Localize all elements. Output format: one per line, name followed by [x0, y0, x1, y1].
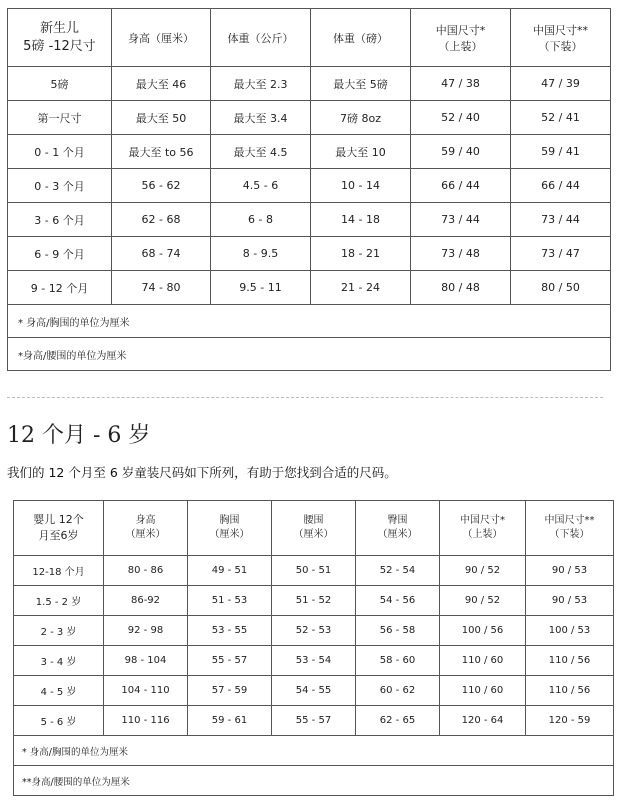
table-row — [8, 169, 611, 203]
table-cell: 0 - 1 个月 — [8, 135, 112, 169]
header-cell: 新生儿 5磅 -12尺寸 — [8, 9, 112, 67]
table-cell: 110 / 60 — [440, 676, 526, 706]
table-cell: 5 - 6 岁 — [14, 706, 104, 736]
table-row — [14, 646, 614, 676]
table-row — [8, 101, 611, 135]
table-cell: 90 / 52 — [440, 586, 526, 616]
table-cell: 最大至 5磅 — [311, 67, 411, 101]
table-cell: 10 - 14 — [311, 169, 411, 203]
table-cell: 最大至 10 — [311, 135, 411, 169]
table-cell: 57 - 59 — [188, 676, 272, 706]
table-cell: 最大至 3.4 — [211, 101, 311, 135]
table-note: * 身高/胸围的单位为厘米 — [14, 736, 614, 766]
table-row — [8, 203, 611, 237]
table-cell: 68 - 74 — [112, 237, 211, 271]
table-cell: 60 - 62 — [356, 676, 440, 706]
table-cell: 52 / 41 — [511, 101, 611, 135]
table-cell: 120 - 59 — [526, 706, 614, 736]
header-cell: 臀围 （厘米） — [356, 501, 440, 556]
table-cell: 第一尺寸 — [8, 101, 112, 135]
section-divider — [7, 397, 603, 398]
table-note: *身高/腰围的单位为厘米 — [8, 338, 611, 371]
table-cell: 54 - 56 — [356, 586, 440, 616]
table-cell: 100 / 56 — [440, 616, 526, 646]
table-cell: 52 - 53 — [272, 616, 356, 646]
size-table-12m-6y — [13, 500, 614, 796]
table-cell: 47 / 38 — [411, 67, 511, 101]
table-cell: 59 / 40 — [411, 135, 511, 169]
table-cell: 90 / 53 — [526, 586, 614, 616]
table-cell: 100 / 53 — [526, 616, 614, 646]
table-row — [8, 271, 611, 305]
table-cell: 54 - 55 — [272, 676, 356, 706]
size-table-newborn — [7, 8, 611, 371]
table-cell: 86-92 — [104, 586, 188, 616]
table-cell: 73 / 44 — [511, 203, 611, 237]
table-cell: 120 - 64 — [440, 706, 526, 736]
table-cell: 90 / 52 — [440, 556, 526, 586]
table-cell: 2 - 3 岁 — [14, 616, 104, 646]
table-cell: 最大至 2.3 — [211, 67, 311, 101]
table-note: **身高/腰围的单位为厘米 — [14, 766, 614, 796]
table-cell: 6 - 9 个月 — [8, 237, 112, 271]
table-row — [14, 676, 614, 706]
table-cell: 59 - 61 — [188, 706, 272, 736]
table-cell: 47 / 39 — [511, 67, 611, 101]
header-cell: 胸围 （厘米） — [188, 501, 272, 556]
table-cell: 52 - 54 — [356, 556, 440, 586]
table-cell: 最大至 46 — [112, 67, 211, 101]
table-cell: 110 / 60 — [440, 646, 526, 676]
table-cell: 62 - 68 — [112, 203, 211, 237]
table-cell: 80 / 48 — [411, 271, 511, 305]
table-row — [14, 556, 614, 586]
table-cell: 104 - 110 — [104, 676, 188, 706]
table-cell: 8 - 9.5 — [211, 237, 311, 271]
table-cell: 80 - 86 — [104, 556, 188, 586]
table-note-row — [8, 305, 611, 338]
table-note-row — [14, 736, 614, 766]
table-cell: 7磅 8oz — [311, 101, 411, 135]
table-row — [8, 135, 611, 169]
table-cell: 80 / 50 — [511, 271, 611, 305]
table-cell: 52 / 40 — [411, 101, 511, 135]
table-cell: 55 - 57 — [188, 646, 272, 676]
table-note: * 身高/胸围的单位为厘米 — [8, 305, 611, 338]
table-cell: 58 - 60 — [356, 646, 440, 676]
table-cell: 56 - 58 — [356, 616, 440, 646]
table-cell: 56 - 62 — [112, 169, 211, 203]
table-cell: 14 - 18 — [311, 203, 411, 237]
table-note-row — [14, 766, 614, 796]
table-cell: 73 / 48 — [411, 237, 511, 271]
table-row — [8, 237, 611, 271]
table-cell: 6 - 8 — [211, 203, 311, 237]
table-cell: 66 / 44 — [411, 169, 511, 203]
table-header-row — [14, 501, 614, 556]
table-cell: 66 / 44 — [511, 169, 611, 203]
table-cell: 110 - 116 — [104, 706, 188, 736]
section-description: 我们的 12 个月至 6 岁童装尺码如下所列，有助于您找到合适的尺码。 — [7, 465, 397, 480]
table-header-row — [8, 9, 611, 67]
table-cell: 0 - 3 个月 — [8, 169, 112, 203]
table-cell: 最大至 4.5 — [211, 135, 311, 169]
header-cell: 身高 （厘米） — [104, 501, 188, 556]
table-cell: 59 / 41 — [511, 135, 611, 169]
header-cell: 中国尺寸** （下装） — [511, 9, 611, 67]
table-cell: 74 - 80 — [112, 271, 211, 305]
table-cell: 62 - 65 — [356, 706, 440, 736]
table-cell: 18 - 21 — [311, 237, 411, 271]
table-cell: 21 - 24 — [311, 271, 411, 305]
header-cell: 婴儿 12个 月至6岁 — [14, 501, 104, 556]
table-cell: 50 - 51 — [272, 556, 356, 586]
table-cell: 9 - 12 个月 — [8, 271, 112, 305]
table-cell: 3 - 4 岁 — [14, 646, 104, 676]
header-cell: 体重（磅） — [311, 9, 411, 67]
table-cell: 55 - 57 — [272, 706, 356, 736]
table-cell: 90 / 53 — [526, 556, 614, 586]
table-cell: 92 - 98 — [104, 616, 188, 646]
table-cell: 49 - 51 — [188, 556, 272, 586]
table-row — [14, 706, 614, 736]
table-cell: 3 - 6 个月 — [8, 203, 112, 237]
table-cell: 51 - 53 — [188, 586, 272, 616]
header-cell: 身高（厘米） — [112, 9, 211, 67]
header-cell: 中国尺寸* （上装） — [440, 501, 526, 556]
table-cell: 51 - 52 — [272, 586, 356, 616]
table-row — [8, 67, 611, 101]
table-cell: 4.5 - 6 — [211, 169, 311, 203]
table-cell: 110 / 56 — [526, 676, 614, 706]
header-cell: 腰围 （厘米） — [272, 501, 356, 556]
table-cell: 73 / 47 — [511, 237, 611, 271]
table-cell: 98 - 104 — [104, 646, 188, 676]
header-cell: 中国尺寸* （上装） — [411, 9, 511, 67]
header-cell: 中国尺寸** （下装） — [526, 501, 614, 556]
table-cell: 5磅 — [8, 67, 112, 101]
table-cell: 9.5 - 11 — [211, 271, 311, 305]
table-cell: 12-18 个月 — [14, 556, 104, 586]
table-cell: 最大至 50 — [112, 101, 211, 135]
table-cell: 53 - 55 — [188, 616, 272, 646]
table-row — [14, 586, 614, 616]
table-cell: 110 / 56 — [526, 646, 614, 676]
section-title: 12 个月 - 6 岁 — [7, 423, 151, 448]
table-cell: 73 / 44 — [411, 203, 511, 237]
header-cell: 体重（公斤） — [211, 9, 311, 67]
table-cell: 53 - 54 — [272, 646, 356, 676]
table-note-row — [8, 338, 611, 371]
table-cell: 最大至 to 56 — [112, 135, 211, 169]
table-cell: 1.5 - 2 岁 — [14, 586, 104, 616]
table-row — [14, 616, 614, 646]
table-cell: 4 - 5 岁 — [14, 676, 104, 706]
